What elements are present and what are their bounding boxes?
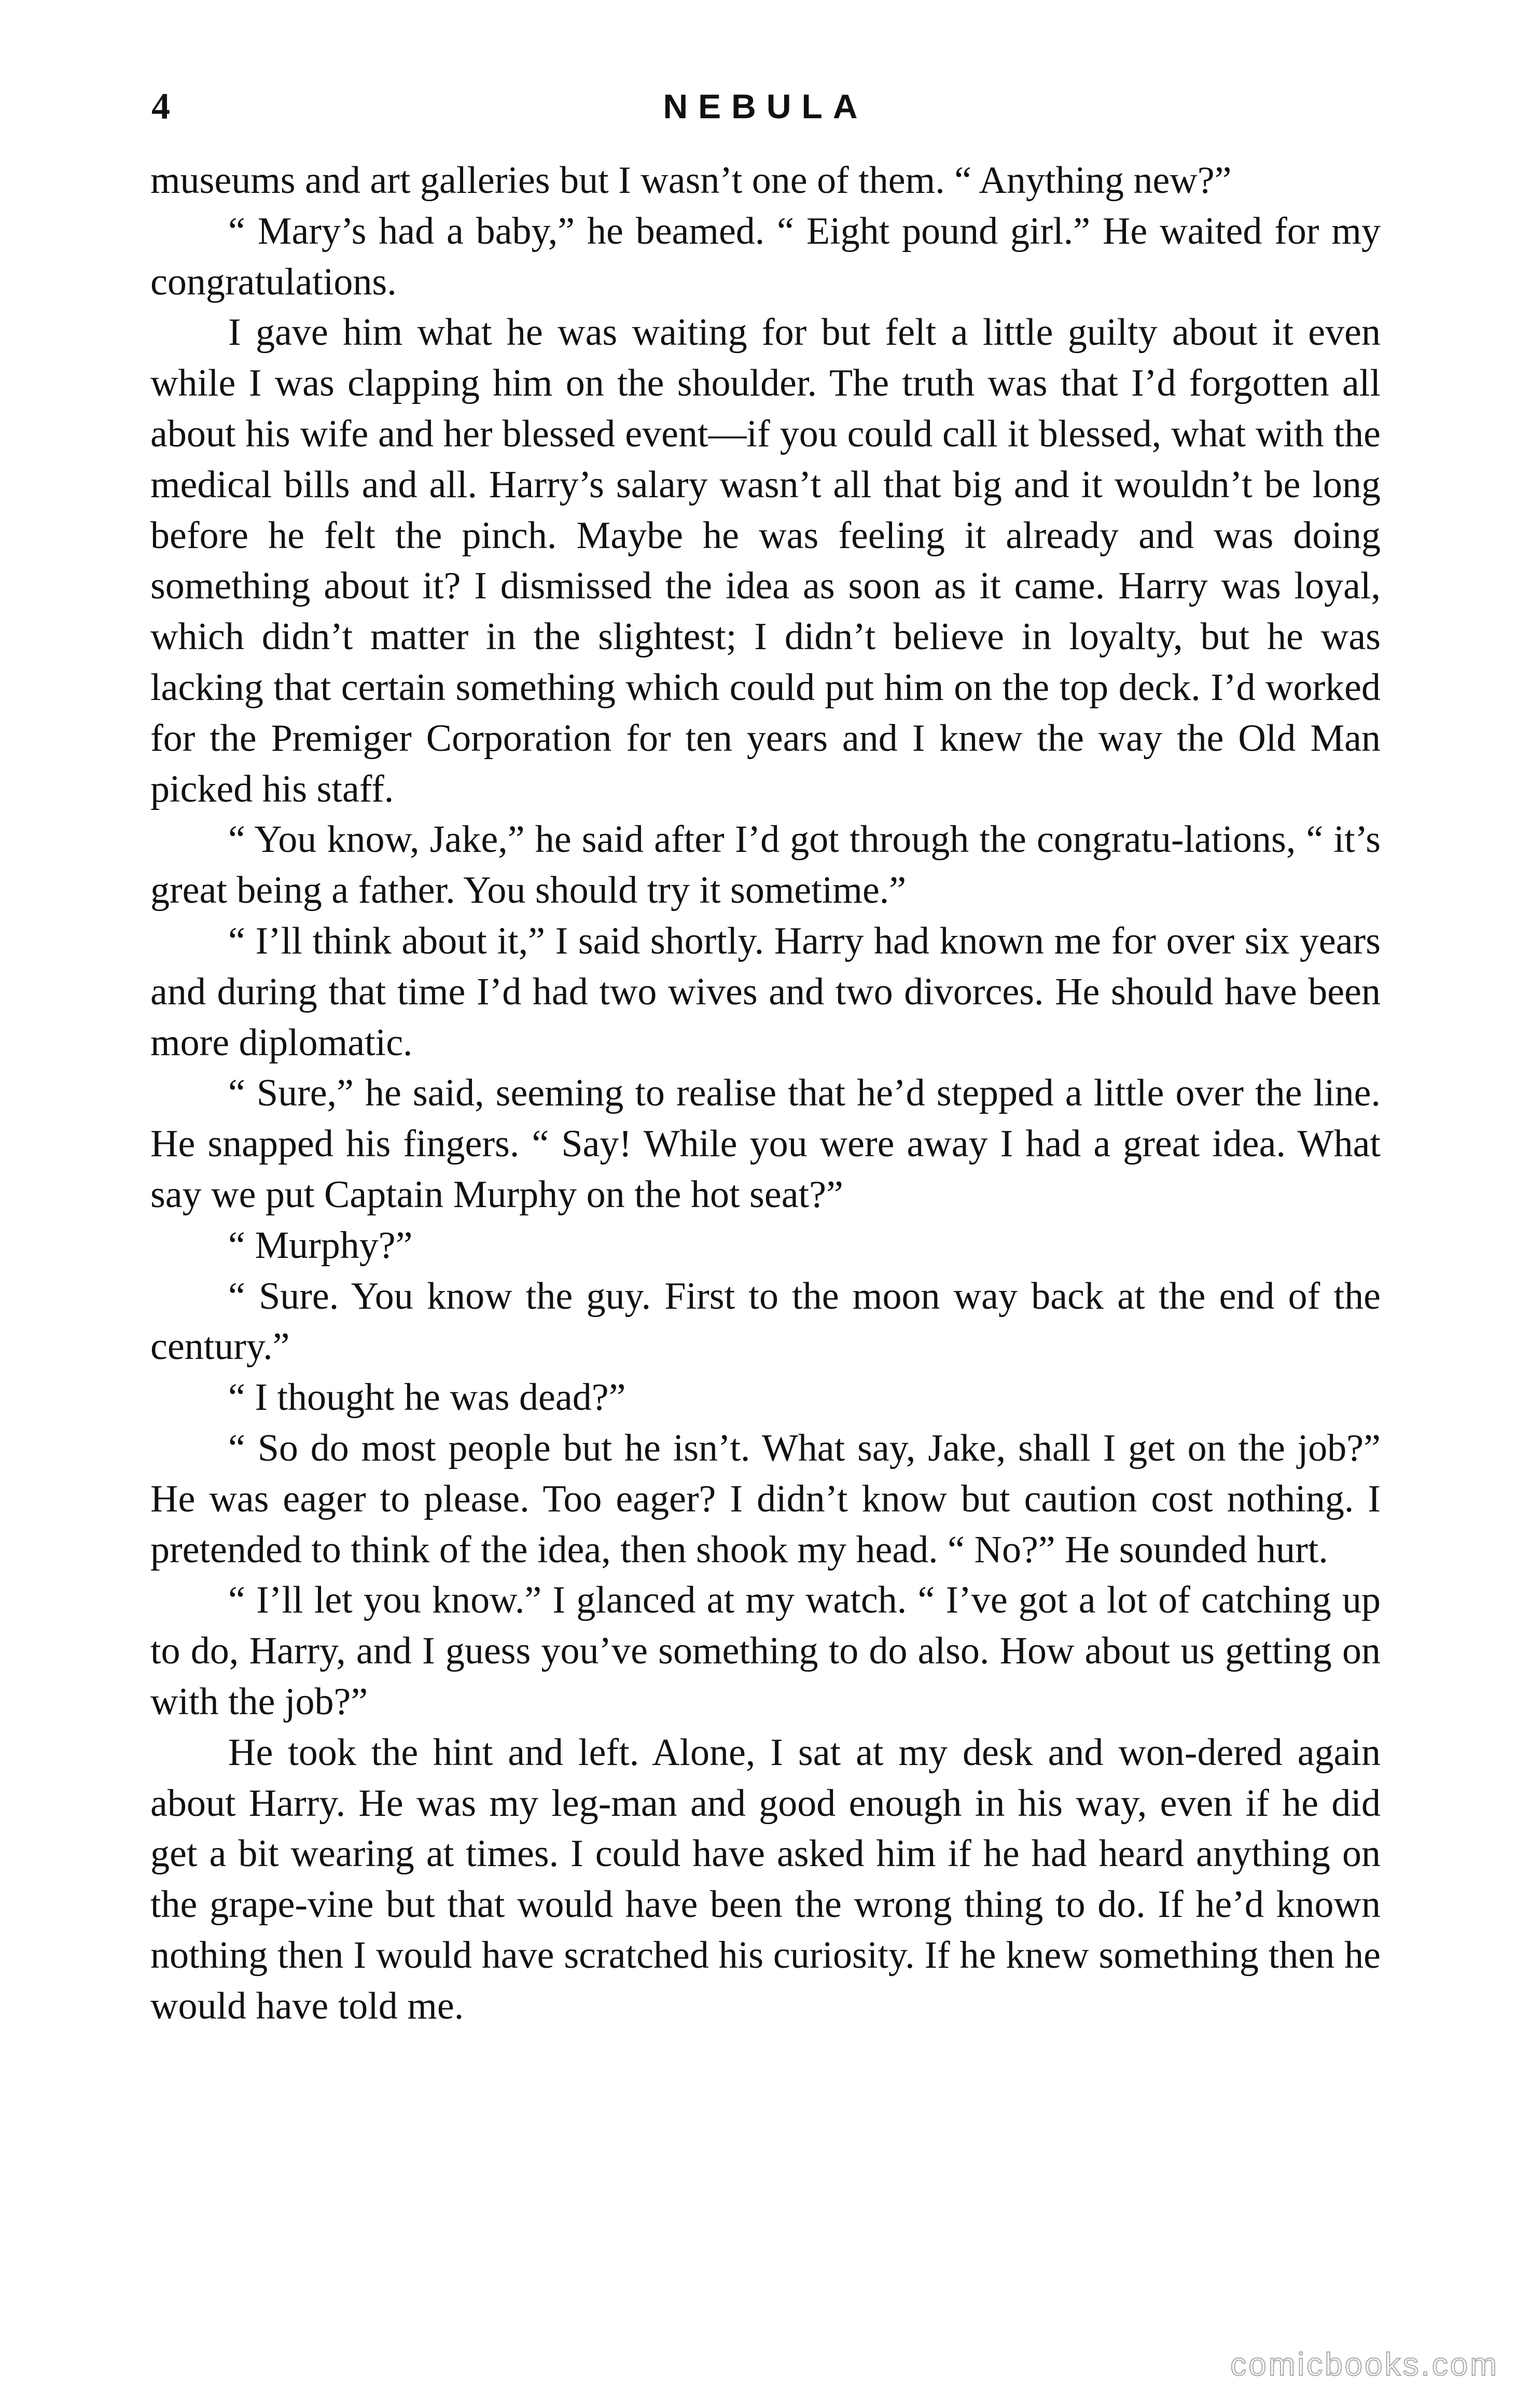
paragraph: “ I’ll think about it,” I said shortly. Harry had known me for over six years and during that time I’d had two wives and two divorces. He should have been more diplomatic. [150,919,1381,1064]
paragraph: “ I thought he was dead?” [228,1376,626,1419]
paragraph: “ Sure,” he said, seeming to realise that he’d stepped a little over the line. He snapped his fingers. “ Say! While you were away I had a great idea. What say we put Captain Murphy on the hot seat?” [150,1072,1381,1216]
paragraph: “ Mary’s had a baby,” he beamed. “ Eight pound girl.” He waited for my congratulations. [150,209,1381,303]
page-header [150,86,1381,127]
page-number: 4 [151,86,170,127]
paragraph: “ Murphy?” [228,1224,413,1267]
paragraph: “ So do most people but he isn’t. What say, Jake, shall I get on the job?” He was eager to please. Too eager? I didn’t know but caution cost nothing. I pretended to think of the idea, then shook my head. “ No?” He sounded hurt. [150,1426,1381,1571]
paragraph: I gave him what he was waiting for but felt a little guilty about it even while I was clapping him on the shoulder. The truth was that I’d forgotten all about his wife and her blessed event—if you could call it blessed, what with the medical bills and all. Harry’s salary wasn’t all that big and it wouldn’t be long before he felt the pinch. Maybe he was feeling it already and was doing something about it? I dismissed the idea as soon as it came. Harry was loyal, which didn’t matter in the slightest; I didn’t believe in loyalty, but he was lacking that certain something which could put him on the top deck. I’d worked for the Premiger Corporation for ten years and I knew the way the Old Man picked his staff. [150,311,1381,810]
paragraph: “ You know, Jake,” he said after I’d got through the congratu-lations, “ it’s great being a father. You should try it sometime.” [150,818,1381,912]
paragraph: “ Sure. You know the guy. First to the moon way back at the end of the century.” [150,1275,1381,1368]
running-title: NEBULA [663,87,868,125]
paragraph: “ I’ll let you know.” I glanced at my watch. “ I’ve got a lot of catching up to do, Harry, and I guess you’ve something to do also. How about us getting on with the job?” [150,1579,1381,1723]
paragraph: He took the hint and left. Alone, I sat at my desk and won-dered again about Harry. He was my leg-man and good enough in his way, even if he did get a bit wearing at times. I could have asked him if he had heard anything on the grape-vine but that would have been the wrong thing to do. If he’d known nothing then I would have scratched his curiosity. If he knew something then he would have told me. [150,1731,1381,2027]
paragraph: museums and art galleries but I wasn’t one of them. “ Anything new?” [150,159,1232,202]
watermark: comicbooks.com [1230,2347,1499,2383]
body-text [150,156,1381,2032]
